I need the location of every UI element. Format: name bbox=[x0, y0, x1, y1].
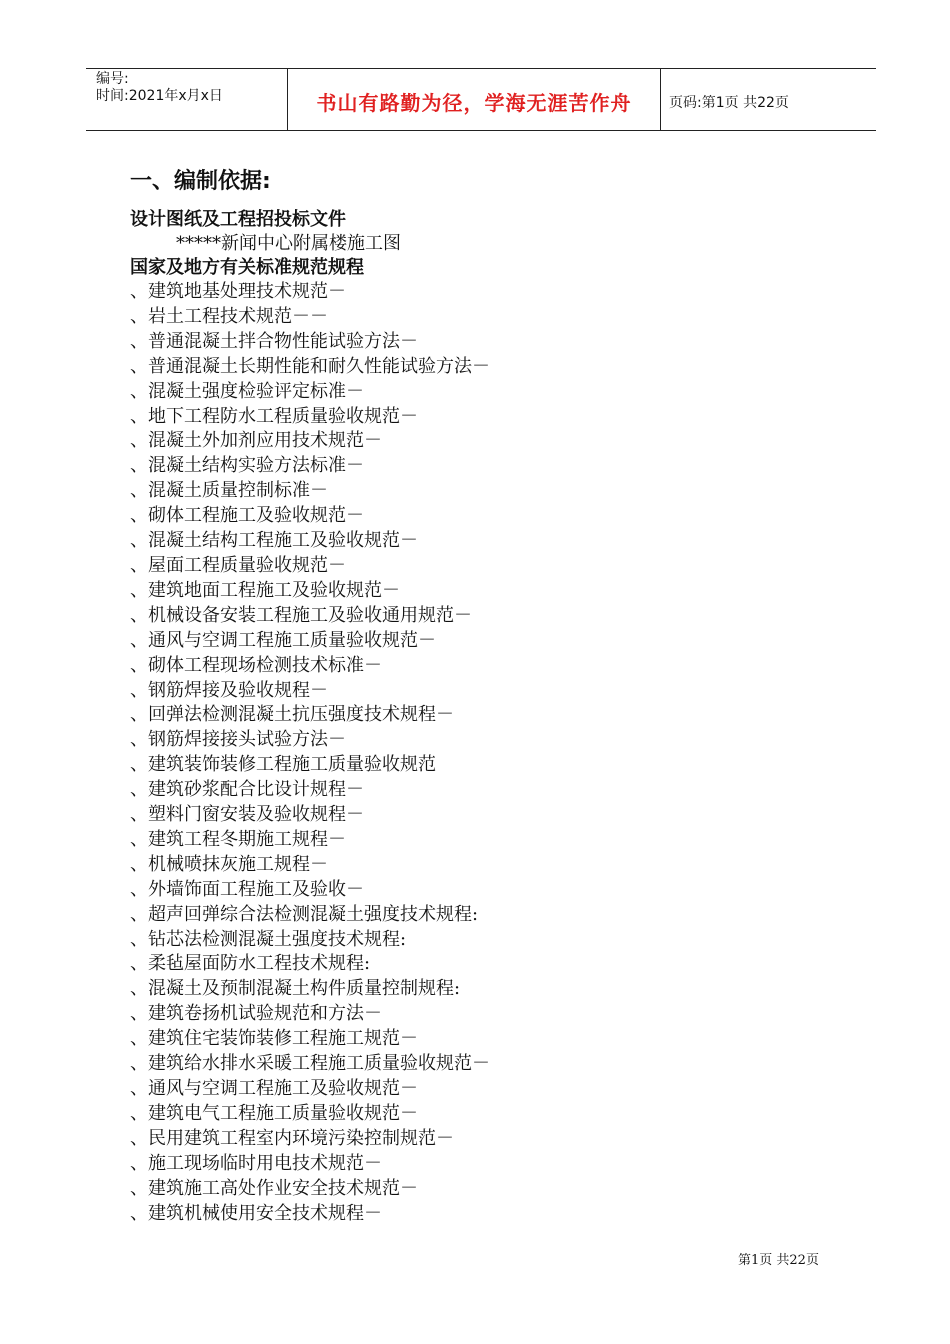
list-item: 、通风与空调工程施工质量验收规范－ bbox=[130, 629, 436, 651]
list-item: 、地下工程防水工程质量验收规范－ bbox=[130, 405, 418, 427]
list-item: 、建筑住宅装饰装修工程施工规范－ bbox=[130, 1028, 418, 1050]
list-item: 、建筑给水排水采暖工程施工质量验收规范－ bbox=[130, 1053, 490, 1075]
page-header bbox=[86, 68, 876, 131]
section-title: 一、编制依据: bbox=[130, 169, 271, 194]
list-item: 、钻芯法检测混凝土强度技术规程: bbox=[130, 928, 407, 950]
list-item: 、机械喷抹灰施工规程－ bbox=[130, 853, 328, 875]
design-docs-item: *****新闻中心附属楼施工图 bbox=[176, 233, 401, 254]
list-item: 、屋面工程质量验收规范－ bbox=[130, 554, 346, 576]
header-motto: 书山有路勤为径，学海无涯苦作舟 bbox=[288, 69, 661, 130]
list-item: 、建筑机械使用安全技术规程－ bbox=[130, 1202, 382, 1224]
list-item: 、混凝土及预制混凝土构件质量控制规程: bbox=[130, 978, 461, 1000]
list-item: 、混凝土结构实验方法标准－ bbox=[130, 455, 364, 477]
list-item: 、超声回弹综合法检测混凝土强度技术规程: bbox=[130, 903, 479, 925]
list-item: 、普通混凝土长期性能和耐久性能试验方法－ bbox=[130, 355, 490, 377]
standards-list bbox=[130, 280, 850, 1226]
list-item: 、岩土工程技术规范－－ bbox=[130, 305, 328, 327]
design-docs-heading: 设计图纸及工程招投标文件 bbox=[130, 209, 346, 230]
list-item: 、砌体工程现场检测技术标准－ bbox=[130, 654, 382, 676]
list-item: 、钢筋焊接及验收规程－ bbox=[130, 679, 328, 701]
list-item: 、建筑工程冬期施工规程－ bbox=[130, 828, 346, 850]
list-item: 、混凝土外加剂应用技术规范－ bbox=[130, 430, 382, 452]
list-item: 、混凝土强度检验评定标准－ bbox=[130, 380, 364, 402]
list-item: 、民用建筑工程室内环境污染控制规范－ bbox=[130, 1127, 454, 1149]
document-number-label: 编号: bbox=[96, 71, 129, 87]
list-item: 、柔毡屋面防水工程技术规程: bbox=[130, 953, 371, 975]
list-item: 、混凝土结构工程施工及验收规范－ bbox=[130, 530, 418, 552]
header-page-info: 页码:第1页 共22页 bbox=[669, 94, 789, 111]
list-item: 、外墙饰面工程施工及验收－ bbox=[130, 878, 364, 900]
standards-heading: 国家及地方有关标准规范规程 bbox=[130, 257, 364, 278]
list-item: 、建筑地面工程施工及验收规范－ bbox=[130, 579, 400, 601]
list-item: 、普通混凝土拌合物性能试验方法－ bbox=[130, 330, 418, 352]
page-footer: 第1页 共22页 bbox=[738, 1253, 819, 1268]
list-item: 、建筑砂浆配合比设计规程－ bbox=[130, 779, 364, 801]
list-item: 、砌体工程施工及验收规范－ bbox=[130, 505, 364, 527]
list-item: 、建筑施工高处作业安全技术规范－ bbox=[130, 1177, 418, 1199]
list-item: 、回弹法检测混凝土抗压强度技术规程－ bbox=[130, 704, 454, 726]
list-item: 、建筑电气工程施工质量验收规范－ bbox=[130, 1102, 418, 1124]
document-date-label: 时间:2021年x月x日 bbox=[96, 88, 223, 104]
list-item: 、钢筋焊接接头试验方法－ bbox=[130, 729, 346, 751]
list-item: 、建筑地基处理技术规范－ bbox=[130, 281, 346, 302]
list-item: 、混凝土质量控制标准－ bbox=[130, 480, 328, 502]
document-body bbox=[130, 166, 850, 1226]
header-meta bbox=[86, 69, 288, 130]
list-item: 、塑料门窗安装及验收规程－ bbox=[130, 804, 364, 826]
list-item: 、机械设备安装工程施工及验收通用规范－ bbox=[130, 604, 472, 626]
list-item: 、建筑卷扬机试验规范和方法－ bbox=[130, 1003, 382, 1025]
list-item: 、施工现场临时用电技术规范－ bbox=[130, 1152, 382, 1174]
list-item: 、建筑装饰装修工程施工质量验收规范 bbox=[130, 754, 436, 776]
list-item: 、通风与空调工程施工及验收规范－ bbox=[130, 1078, 418, 1099]
